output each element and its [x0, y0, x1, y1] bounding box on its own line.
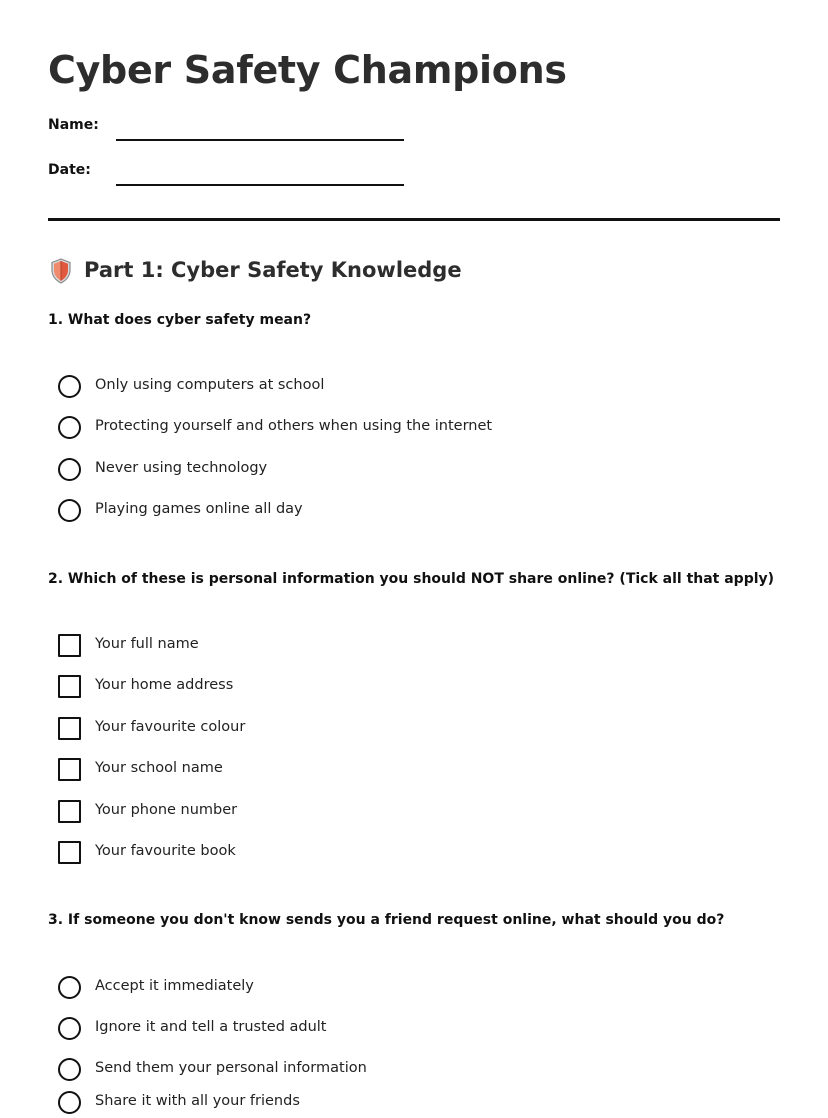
- date-label: Date:: [48, 162, 91, 178]
- section-title: Part 1: Cyber Safety Knowledge: [84, 258, 462, 282]
- radio-button[interactable]: [58, 1017, 81, 1040]
- option-label: Protecting yourself and others when using the internet: [95, 418, 493, 434]
- name-field[interactable]: [48, 117, 448, 141]
- option-label: Your phone number: [95, 802, 238, 818]
- option-label: Accept it immediately: [95, 978, 254, 994]
- worksheet-title: Cyber Safety Champions: [48, 48, 567, 92]
- q3-option-2[interactable]: [58, 1017, 658, 1043]
- question-3: 3. If someone you don't know sends you a friend request online, what should you do?: [48, 912, 725, 928]
- q2-option-3[interactable]: [58, 717, 658, 743]
- q2-option-1[interactable]: [58, 634, 658, 660]
- option-label: Only using computers at school: [95, 377, 325, 393]
- question-2: 2. Which of these is personal information you should NOT share online? (Tick all that apply): [48, 571, 775, 587]
- checkbox[interactable]: [58, 800, 81, 823]
- checkbox[interactable]: [58, 758, 81, 781]
- q2-option-6[interactable]: [58, 841, 658, 867]
- radio-button[interactable]: [58, 416, 81, 439]
- option-label: Your school name: [95, 760, 223, 776]
- checkbox[interactable]: [58, 717, 81, 740]
- name-label: Name:: [48, 117, 99, 133]
- q2-option-2[interactable]: [58, 675, 658, 701]
- option-label: Send them your personal information: [95, 1060, 367, 1076]
- option-label: Your favourite book: [95, 843, 236, 859]
- radio-button[interactable]: [58, 458, 81, 481]
- checkbox[interactable]: [58, 841, 81, 864]
- q1-option-1[interactable]: [58, 375, 658, 401]
- date-line[interactable]: [116, 184, 404, 186]
- radio-button[interactable]: [58, 1058, 81, 1081]
- radio-button[interactable]: [58, 375, 81, 398]
- radio-button[interactable]: [58, 499, 81, 522]
- name-line[interactable]: [116, 139, 404, 141]
- question-1: 1. What does cyber safety mean?: [48, 312, 312, 328]
- radio-button[interactable]: [58, 976, 81, 999]
- option-label: Share it with all your friends: [95, 1093, 300, 1109]
- option-label: Ignore it and tell a trusted adult: [95, 1019, 327, 1035]
- radio-button[interactable]: [58, 1091, 81, 1114]
- checkbox[interactable]: [58, 634, 81, 657]
- header-divider: [48, 218, 780, 221]
- q3-option-1[interactable]: [58, 976, 658, 1002]
- q2-option-4[interactable]: [58, 758, 658, 784]
- date-field[interactable]: [48, 162, 448, 186]
- option-label: Your home address: [95, 677, 234, 693]
- q2-option-5[interactable]: [58, 800, 658, 826]
- q1-option-3[interactable]: [58, 458, 658, 484]
- option-label: Playing games online all day: [95, 501, 303, 517]
- checkbox[interactable]: [58, 675, 81, 698]
- option-label: Never using technology: [95, 460, 268, 476]
- q1-option-2[interactable]: [58, 416, 658, 442]
- option-label: Your full name: [95, 636, 199, 652]
- q3-option-3[interactable]: [58, 1058, 658, 1084]
- shield-icon: [50, 258, 72, 284]
- q3-option-4[interactable]: [58, 1091, 658, 1117]
- q1-option-4[interactable]: [58, 499, 658, 525]
- option-label: Your favourite colour: [95, 719, 246, 735]
